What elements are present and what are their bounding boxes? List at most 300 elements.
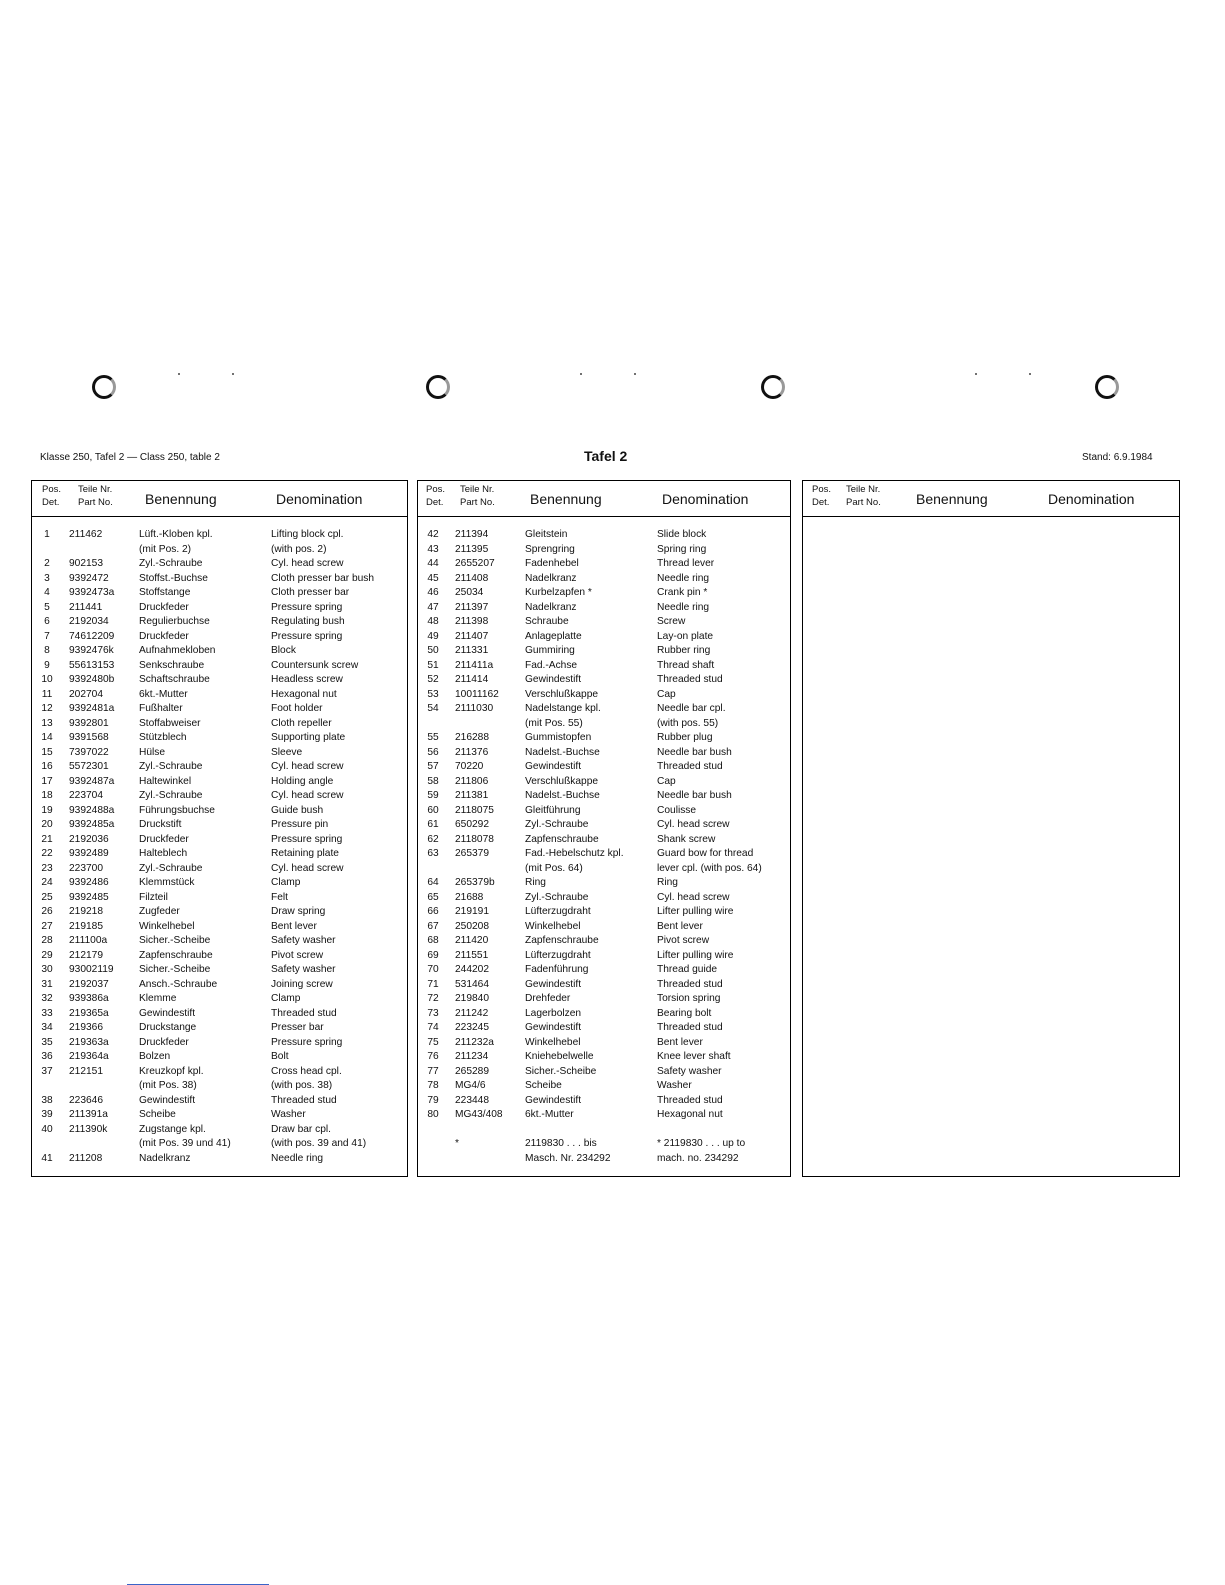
cell-denomination: (with pos. 55) [657,717,719,729]
cell-denomination: Guide bush [271,804,324,816]
cell-pos: 22 [41,848,53,859]
cell-denomination: Pivot screw [271,949,324,961]
cell-part-no: 223646 [69,1094,103,1106]
table-row [32,862,407,877]
cell-benennung: Ring [525,877,546,888]
cell-pos: 13 [41,717,53,729]
cell-pos: 7 [44,630,50,642]
cell-denomination: Bent lever [657,920,703,932]
cell-denomination: Cyl. head screw [271,761,344,772]
cell-part-no: 211407 [455,630,489,642]
cell-pos: 77 [427,1065,439,1077]
col-part-label: Part No. [460,497,495,508]
cell-denomination: Cloth presser bar bush [271,572,375,584]
cell-denomination: Draw bar cpl. [271,1123,332,1135]
cell-benennung: Druckstift [139,819,182,830]
cell-pos: 76 [427,1051,439,1062]
cell-benennung: Stoffst.-Buchse [139,572,208,584]
cell-benennung: Verschlußkappe [525,775,599,787]
table-row [418,1036,790,1051]
cell-denomination: Cross head cpl. [271,1065,342,1077]
table-row [418,1065,790,1080]
cell-pos: 2 [44,558,50,569]
cell-pos: 62 [427,833,439,845]
table-row [32,528,407,543]
table-row [418,630,790,645]
cell-pos: 37 [41,1065,53,1077]
cell-denomination: Ring [657,877,678,888]
cell-part-no: 2655207 [455,558,495,569]
cell-denomination: Cyl. head screw [271,862,344,874]
table-row [32,717,407,732]
cell-pos: 5 [44,601,50,613]
cell-benennung: Scheibe [139,1109,176,1120]
cell-benennung: Fad.-Hebelschutz kpl. [525,848,624,859]
cell-benennung: Klemme [139,993,177,1004]
cell-benennung: Kniehebelwelle [525,1051,594,1062]
cell-pos: 67 [427,920,439,932]
cell-denomination: (with pos. 2) [271,543,327,555]
table-row [32,804,407,819]
cell-denomination: Rubber plug [657,732,713,743]
cell-pos: 40 [41,1123,53,1135]
cell-part-no: 211551 [455,949,489,961]
table-header [803,481,1179,517]
table-row [32,818,407,833]
cell-denomination: Needle ring [657,601,710,613]
page-title: Tafel 2 [584,448,628,464]
cell-benennung: Nadelkranz [139,1152,191,1164]
cell-part-no: 211398 [455,616,489,627]
cell-part-no: 211411a [455,659,494,671]
cell-benennung: Zapfenschraube [525,833,599,845]
table-row [418,601,790,616]
table-row [418,833,790,848]
cell-denomination: Draw spring [271,906,326,917]
cell-part-no: 9392488a [69,804,115,816]
table-row [418,688,790,703]
cell-benennung: Zyl.-Schraube [139,790,203,801]
cell-pos: 56 [427,746,439,758]
col-benennung: Benennung [530,491,602,507]
table-row [418,847,790,862]
cell-denomination: (with pos. 39 and 41) [271,1138,367,1149]
table-row [32,847,407,862]
cell-denomination: Washer [657,1080,692,1091]
cell-denomination: Thread lever [657,558,715,569]
cell-pos: 51 [427,659,439,671]
cell-pos: 41 [41,1152,53,1164]
cell-part-no: 211234 [455,1051,489,1062]
cell-part-no: 70220 [455,761,484,772]
cell-denomination: Lifter pulling wire [657,949,734,961]
cell-benennung: Fadenführung [525,964,589,975]
cell-benennung: Fadenhebel [525,558,579,569]
cell-pos: 12 [41,703,53,714]
cell-part-no: 265379b [455,877,495,888]
cell-part-no: 9392487a [69,775,115,787]
cell-denomination: Headless screw [271,674,343,685]
cell-pos: 68 [427,935,439,946]
cell-pos: 61 [427,819,439,830]
cell-benennung: Stoffstange [139,587,191,598]
cell-benennung: Gewindestift [525,1022,582,1033]
cell-benennung: Zapfenschraube [139,949,213,961]
cell-denomination: Safety washer [271,964,336,975]
table-row [32,630,407,645]
cell-part-no: 650292 [455,819,489,830]
table-row [418,949,790,964]
scan-speck [580,373,582,375]
cell-part-no: 2192037 [69,978,109,990]
cell-benennung: Gleitstein [525,529,568,540]
cell-denomination: Regulating bush [271,616,345,627]
cell-benennung: Anlageplatte [525,630,582,642]
cell-denomination: Needle ring [657,572,710,584]
table-row [32,789,407,804]
cell-part-no: 10011162 [455,688,499,700]
table-row [418,1137,790,1152]
col-part-label: Part No. [846,497,881,508]
cell-part-no: 223448 [455,1094,489,1106]
cell-benennung: Kreuzkopf kpl. [139,1065,204,1077]
cell-benennung: Zyl.-Schraube [525,819,589,830]
table-row [418,702,790,717]
cell-benennung: Nadelkranz [525,601,577,613]
cell-benennung: Nadelkranz [525,572,577,584]
cell-benennung: Lagerbolzen [525,1007,582,1019]
cell-part-no: 211331 [455,645,489,656]
cell-denomination: Cloth presser bar [271,587,350,598]
cell-pos: 53 [427,688,439,700]
cell-part-no: 223245 [455,1022,489,1033]
cell-benennung: Führungsbuchse [139,804,215,816]
table-row [418,862,790,877]
table-row [418,1123,790,1138]
cell-benennung: Nadelst.-Buchse [525,746,600,758]
cell-denomination: Coulisse [657,804,697,816]
cell-pos: 58 [427,775,439,787]
table-row [418,1152,790,1167]
cell-pos: 10 [41,674,53,685]
punch-hole-icon [426,375,450,399]
cell-denomination: Threaded stud [271,1094,337,1106]
cell-benennung: Gleitführung [525,804,581,816]
cell-part-no: * [455,1138,459,1149]
cell-benennung: Sicher.-Scheibe [139,964,211,975]
table-body [418,528,790,1166]
cell-part-no: 9391568 [69,732,109,743]
cell-denomination: Clamp [271,877,301,888]
cell-benennung: 6kt.-Mutter [525,1109,574,1120]
cell-benennung: Fußhalter [139,703,183,714]
cell-benennung: Zyl.-Schraube [525,891,589,903]
cell-pos: 4 [44,587,50,598]
punch-hole-icon [92,375,116,399]
cell-benennung: Nadelstange kpl. [525,703,601,714]
punch-hole-icon [761,375,785,399]
cell-part-no: 211462 [69,529,103,540]
cell-pos: 48 [427,616,439,627]
cell-benennung: Lüfterzugdraht [525,949,591,961]
cell-pos: 63 [427,848,439,859]
cell-benennung: Fad.-Achse [525,659,578,671]
col-det-label: Det. [426,497,444,508]
cell-benennung: Zugfeder [139,906,180,917]
cell-benennung: Gewindestift [525,674,582,685]
table-row [32,760,407,775]
cell-benennung: Stoffabweiser [139,717,201,729]
cell-benennung: Aufnahmekloben [139,645,216,656]
cell-pos: 46 [427,587,439,598]
cell-part-no: 211100a [69,935,108,946]
cell-benennung: Stützblech [139,732,187,743]
col-pos-label: Pos. [426,484,446,495]
cell-benennung: Klemmstück [139,877,195,888]
table-row [418,659,790,674]
cell-part-no: 219366 [69,1022,103,1033]
col-det-label: Det. [812,497,830,508]
cell-part-no: 211208 [69,1152,103,1164]
table-row [32,1007,407,1022]
cell-pos: 28 [41,935,53,946]
cell-benennung: (mit Pos. 64) [525,862,583,874]
cell-part-no: 219185 [69,920,103,932]
cell-benennung: Druckfeder [139,601,189,613]
cell-pos: 21 [41,833,53,845]
cell-denomination: Threaded stud [657,761,723,772]
table-row [32,644,407,659]
cell-pos: 70 [427,964,439,975]
table-row [32,891,407,906]
scan-speck [178,373,180,375]
cell-benennung: 2119830 . . . bis [525,1138,597,1149]
cell-part-no: 244202 [455,964,489,975]
table-row [418,1108,790,1123]
cell-benennung: Ansch.-Schraube [139,978,218,990]
col-part [460,483,495,509]
cell-part-no: 223704 [69,790,103,801]
cell-pos: 73 [427,1007,439,1019]
cell-part-no: 9392801 [69,717,109,729]
cell-pos: 66 [427,906,439,917]
cell-pos: 29 [41,949,53,961]
cell-benennung: Kurbelzapfen * [525,587,592,598]
cell-denomination: Clamp [271,993,301,1004]
cell-part-no: MG4/6 [455,1080,486,1091]
cell-part-no: 219364a [69,1051,109,1062]
cell-denomination: Countersunk screw [271,659,359,671]
cell-denomination: Spring ring [657,543,707,555]
cell-denomination: * 2119830 . . . up to [657,1138,746,1149]
cell-denomination: (with pos. 38) [271,1080,333,1091]
cell-pos: 74 [427,1022,439,1033]
table-header [32,481,407,517]
table-row [418,920,790,935]
cell-denomination: Threaded stud [271,1007,337,1019]
cell-denomination: Threaded stud [657,1022,723,1033]
cell-part-no: 21688 [455,891,484,903]
cell-part-no: 9392485 [69,891,109,903]
table-row [32,1065,407,1080]
cell-part-no: 211441 [69,601,103,613]
table-row [32,1108,407,1123]
table-row [32,688,407,703]
table-row [32,1137,407,1152]
table-row [418,905,790,920]
cell-benennung: Sicher.-Scheibe [139,935,211,946]
cell-denomination: Sleeve [271,746,303,758]
punch-hole-icon [1095,375,1119,399]
cell-denomination: Safety washer [657,1065,722,1077]
table-row [418,543,790,558]
cell-denomination: Lifter pulling wire [657,906,734,917]
table-row [418,1094,790,1109]
table-row [32,905,407,920]
cell-pos: 27 [41,920,53,932]
col-pos [42,483,61,509]
cell-benennung: Filzteil [139,891,168,903]
col-part [78,483,113,509]
col-pos-label: Pos. [42,484,62,495]
table-row [32,615,407,630]
table-row [418,731,790,746]
cell-denomination: Cyl. head screw [657,891,730,903]
table-row [32,1036,407,1051]
cell-pos: 20 [41,819,53,830]
cell-benennung: Druckfeder [139,1036,189,1048]
cell-pos: 23 [41,862,53,874]
cell-denomination: Pressure spring [271,1036,343,1048]
cell-benennung: Zyl.-Schraube [139,862,203,874]
cell-denomination: Screw [657,616,686,627]
cell-pos: 42 [427,529,439,540]
cell-pos: 69 [427,949,439,961]
col-part [846,483,881,509]
cell-denomination: Block [271,645,296,656]
table-row [418,644,790,659]
cell-denomination: Guard bow for thread [657,848,754,859]
cell-part-no: 202704 [69,688,103,700]
table-row [418,557,790,572]
cell-denomination: Threaded stud [657,674,723,685]
cell-benennung: Drehfeder [525,993,571,1004]
cell-part-no: 7397022 [69,746,109,758]
cell-part-no: 9392481a [69,703,115,714]
cell-pos: 8 [44,645,50,656]
scan-speck [1029,373,1031,375]
cell-part-no: 939386a [69,993,109,1004]
cell-pos: 44 [427,558,439,569]
cell-pos: 49 [427,630,439,642]
table-row [32,775,407,790]
cell-pos: 3 [44,572,50,584]
cell-benennung: Lüft.-Kloben kpl. [139,529,213,540]
cell-benennung: Zugstange kpl. [139,1123,206,1135]
cell-denomination: Pressure spring [271,601,343,613]
cell-pos: 65 [427,891,439,903]
cell-pos: 75 [427,1036,439,1048]
cell-part-no: 250208 [455,920,489,932]
cell-pos: 16 [41,761,53,772]
cell-denomination: Shank screw [657,833,716,845]
table-row [32,1123,407,1138]
cell-pos: 60 [427,804,439,816]
table-row [32,1079,407,1094]
cell-benennung: Winkelhebel [525,920,581,932]
cell-part-no: 211806 [455,775,489,787]
cell-benennung: Hülse [139,746,166,758]
cell-pos: 38 [41,1094,53,1106]
cell-part-no: 211408 [455,572,489,584]
cell-pos: 31 [41,978,53,990]
cell-part-no: 212179 [69,949,103,961]
cell-pos: 14 [41,732,53,743]
cell-benennung: Druckstange [139,1022,197,1033]
cell-benennung: Scheibe [525,1080,562,1091]
cell-benennung: Schaftschraube [139,674,210,685]
cell-part-no: 212151 [69,1065,103,1077]
cell-benennung: Druckfeder [139,630,189,642]
cell-benennung: Zyl.-Schraube [139,558,203,569]
cell-benennung: Gummistopfen [525,732,592,743]
cell-pos: 43 [427,543,439,555]
cell-pos: 54 [427,703,439,714]
cell-part-no: 211394 [455,529,489,540]
cell-part-no: 9392486 [69,877,109,888]
cell-denomination: Retaining plate [271,848,339,859]
cell-benennung: Winkelhebel [525,1036,581,1048]
cell-denomination: Cyl. head screw [271,790,344,801]
table-row [32,673,407,688]
table-row [32,572,407,587]
cell-pos: 19 [41,804,53,816]
cell-part-no: 211395 [455,543,489,555]
cell-benennung: 6kt.-Mutter [139,688,188,700]
cell-benennung: Bolzen [139,1051,171,1062]
col-pos [426,483,445,509]
table-row [418,746,790,761]
parts-table-2 [417,480,791,1177]
cell-denomination: Safety washer [271,935,336,946]
cell-benennung: Gewindestift [525,761,582,772]
table-row [32,557,407,572]
table-header [418,481,790,517]
col-denomination: Denomination [1048,491,1135,507]
cell-part-no: 211420 [455,935,489,946]
table-row [32,949,407,964]
cell-benennung: Haltewinkel [139,775,192,787]
parts-table-3 [802,480,1180,1177]
cell-denomination: Hexagonal nut [271,688,337,700]
cell-denomination: Threaded stud [657,978,723,990]
table-row [32,876,407,891]
cell-denomination: Needle ring [271,1152,324,1164]
cell-pos: 36 [41,1051,53,1062]
cell-denomination: Felt [271,891,288,903]
cell-part-no: 211390k [69,1123,108,1135]
cell-part-no: 219363a [69,1036,109,1048]
cell-pos: 47 [427,601,439,613]
col-teile-label: Teile Nr. [846,484,881,495]
cell-denomination: Presser bar [271,1022,324,1033]
cell-benennung: (mit Pos. 2) [139,543,192,555]
cell-pos: 57 [427,761,439,772]
table-row [32,659,407,674]
table-row [418,789,790,804]
cell-denomination: Slide block [657,529,707,540]
col-benennung: Benennung [145,491,217,507]
